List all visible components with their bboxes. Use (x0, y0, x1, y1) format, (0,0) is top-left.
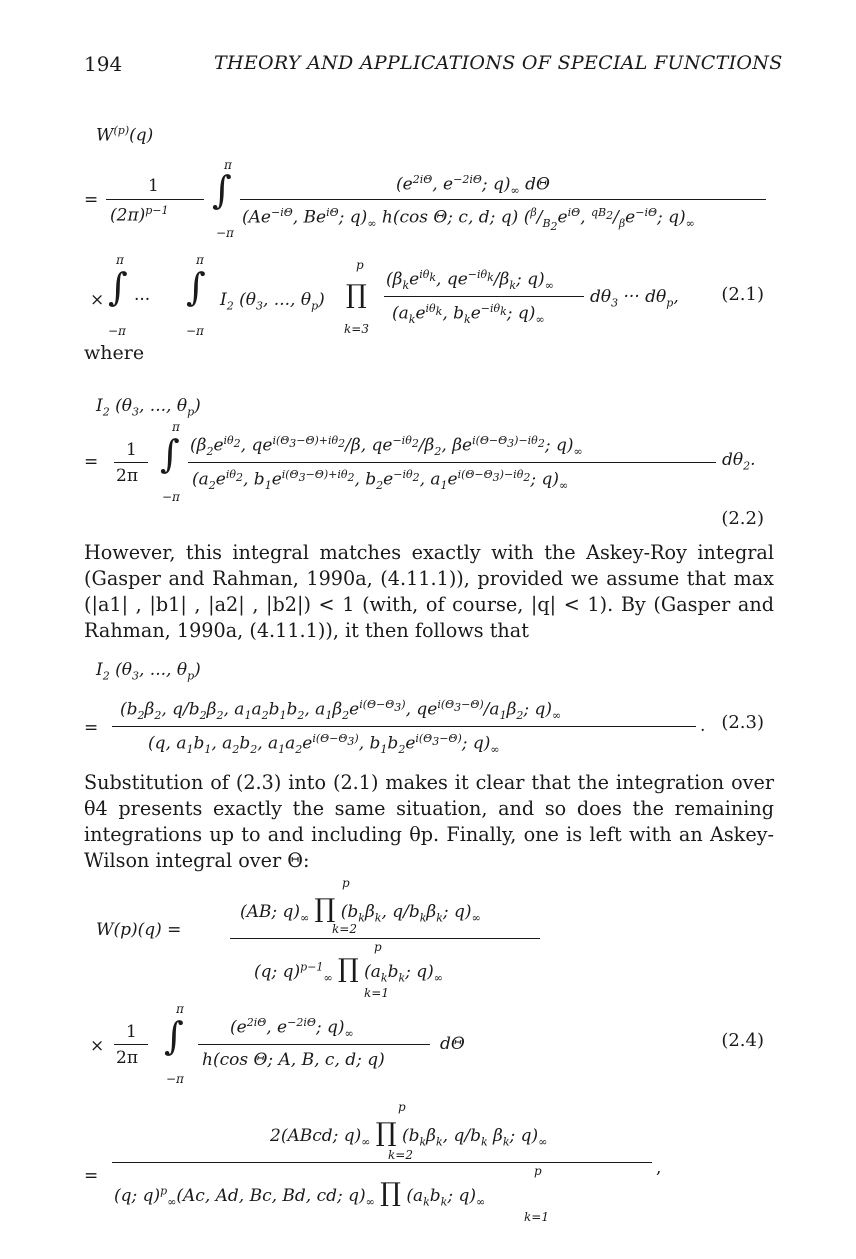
eq-2-4-prod2-upper: p (374, 940, 382, 954)
eq-2-4-bar-2 (112, 1162, 652, 1163)
eq-2-4-prod4-upper: p (534, 1164, 542, 1178)
eq-2-4-int-tail: dΘ (440, 1034, 465, 1054)
eq-2-4-prod3-upper: p (398, 1100, 406, 1114)
eq-2-4-den1: (q; q)$^{p-1}_\infty$ ∏ ($a_kb_k$; $q)_\infty$ (254, 954, 443, 985)
eq-2-2-lhs: $I_2$ ($\theta_3$, ..., $\theta_p$) (96, 396, 201, 419)
eq-2-1-int-upper: π (224, 158, 232, 172)
eq-2-4-prod1-upper: p (342, 876, 350, 890)
eq-2-2-equals: = (84, 452, 99, 472)
paragraph-1 (84, 540, 774, 644)
eq-2-4-den2: (q; q)$^p_\infty$(Ac, Ad, Bc, Bd, cd; $q)_\infty$ ∏ ($a_kb_k$; $q)_\infty$ (114, 1178, 486, 1209)
eq-2-1-lhs: $W^{(p)}(q)$ (96, 124, 154, 146)
eq-2-1-equals: = (84, 190, 99, 210)
eq-2-1-int2-upper: π (116, 253, 124, 267)
eq-2-3-numerator: ($b_2\beta_2$, $q/b_2\beta_2$, $a_1a_2b_1b_2$, $a_1\beta_2e^{i(\Theta-\Theta_3)}$, $qe^{i(\Theta_3-\Theta)}/a_1\beta_2$; $q)_\infty$ (120, 698, 562, 723)
eq-2-3-label: (2.3) (721, 712, 764, 733)
eq-2-1-integral-sign-3: ∫ (186, 265, 206, 309)
eq-2-3-lhs: $I_2$ ($\theta_3$, ..., $\theta_p$) (96, 660, 201, 683)
eq-2-1-prod-lower: k=3 (344, 322, 369, 336)
eq-2-2-label: (2.2) (721, 508, 764, 529)
paragraph-2 (84, 770, 774, 874)
eq-2-1-times: × (90, 290, 105, 310)
eq-2-4-prod2-lower: k=1 (364, 986, 389, 1000)
eq-2-1-numerator: ($e^{2i\Theta}$, $e^{-2i\Theta}$; $q)_\infty$ dΘ (396, 173, 550, 198)
eq-2-1-main-bar (240, 199, 766, 200)
eq-2-4-comma: , (656, 1158, 662, 1178)
eq-2-1-coef-bar (106, 199, 204, 200)
eq-2-1-integral-sign: ∫ (212, 168, 232, 212)
eq-2-1-int3-upper: π (196, 253, 204, 267)
page-number: 194 (84, 52, 123, 76)
eq-2-4-prod1-lower: k=2 (332, 922, 357, 936)
eq-2-1-integral-sign-2: ∫ (108, 265, 128, 309)
eq-2-4-equals-2: = (84, 1166, 99, 1186)
eq-2-1-coef-num: 1 (148, 176, 159, 196)
eq-2-4-int-upper: π (176, 1002, 184, 1016)
eq-2-1-product-sign: ∏ (346, 280, 367, 310)
eq-2-2-int-lower: −π (162, 490, 180, 504)
eq-2-1-dots: ··· (134, 290, 151, 310)
eq-2-1-denominator: ($Ae^{-i\Theta}$, $Be^{i\Theta}$; $q)_\infty$ h(cos Θ; c, d; q) ($^\beta/_{B_2}e^{i\Theta}$, $^{qB_2}/_\beta e^{-i\Theta}$; $q)_\infty$ (242, 206, 695, 234)
eq-2-4-num1: (AB; $q)_\infty$ ∏ ($b_k\beta_k$, $q/b_k\beta_k$; $q)_\infty$ (240, 894, 481, 925)
eq-2-4-int-lower: −π (166, 1072, 184, 1086)
eq-2-1-tail: $d\theta_3$ ··· $d\theta_p$, (590, 287, 679, 310)
eq-2-2-coef-num: 1 (126, 440, 137, 460)
eq-2-3-equals: = (84, 718, 99, 738)
eq-2-4-int-bar (198, 1044, 430, 1045)
eq-2-2-coef-bar (114, 462, 148, 463)
eq-2-4-bar-1 (230, 938, 540, 939)
eq-2-4-lhs: W(p)(q) = (96, 920, 182, 940)
eq-2-1-prod-bar (384, 296, 584, 297)
eq-2-2-denominator: ($a_2e^{i\theta_2}$, $b_1e^{i(\Theta_3-\Theta)+i\theta_2}$, $b_2e^{-i\theta_2}$, $a_1e^{i(\Theta-\Theta_3)-i\theta_2}$; $q)_\infty$ (192, 468, 569, 493)
eq-2-1-prod-upper: p (356, 258, 364, 272)
eq-2-1-prod-numerator: ($\beta_ke^{i\theta_k}$, $qe^{-i\theta_k}/\beta_k$; $q)_\infty$ (386, 268, 554, 293)
eq-2-4-int-numerator: ($e^{2i\Theta}$, $e^{-2i\Theta}$; $q)_\infty$ (230, 1016, 354, 1041)
eq-2-4-integral-sign: ∫ (164, 1014, 184, 1058)
eq-2-4-int-denominator: h(cos Θ; A, B, c, d; q) (202, 1050, 385, 1070)
eq-2-1-prod-denominator: ($a_ke^{i\theta_k}$, $b_ke^{-i\theta_k}$; $q)_\infty$ (392, 302, 545, 327)
eq-2-3-denominator: (q, $a_1b_1$, $a_2b_2$, $a_1a_2e^{i(\Theta-\Theta_3)}$, $b_1b_2e^{i(\Theta_3-\Theta)}$; $q)_\infty$ (148, 732, 500, 757)
eq-2-4-coef-den: 2π (116, 1048, 138, 1068)
eq-2-1-i2: $I_2$ ($\theta_3$, ..., $\theta_p$) (220, 290, 325, 313)
eq-2-4-coef-num: 1 (126, 1022, 137, 1042)
paragraph-2-text: Substitution of (2.3) into (2.1) makes it clear that the integration over θ4 presents exactly the same situation, and so does the remaining integrations up to and including θp. Finally, one is left with an Askey-Wilson integral over Θ: (84, 771, 774, 872)
eq-2-4-coef-bar (114, 1044, 148, 1045)
running-title: THEORY AND APPLICATIONS OF SPECIAL FUNCTIONS (214, 52, 783, 74)
eq-2-4-prod3-lower: k=2 (388, 1148, 413, 1162)
eq-2-1-int2-lower: −π (108, 324, 126, 338)
eq-2-4-prod4-lower: k=1 (524, 1210, 549, 1224)
eq-2-3-main-bar (112, 726, 696, 727)
eq-2-4-label: (2.4) (721, 1030, 764, 1051)
eq-2-2-coef-den: 2π (116, 466, 138, 486)
eq-2-2-integral-sign: ∫ (160, 432, 180, 476)
eq-2-2-tail: $d\theta_2$. (722, 450, 756, 473)
eq-2-2-main-bar (188, 462, 716, 463)
eq-2-1-coef-den: $(2\pi)^{p-1}$ (110, 204, 169, 226)
eq-2-1-label: (2.1) (721, 284, 764, 305)
where-word: where (84, 342, 145, 364)
eq-2-2-int-upper: π (172, 420, 180, 434)
eq-2-3-period: . (700, 716, 706, 736)
eq-2-4-times: × (90, 1036, 105, 1056)
eq-2-4-num2: 2(ABcd; $q)_\infty$ ∏ ($b_k\beta_k$, $q/b_k$ $\beta_k$; $q)_\infty$ (270, 1118, 548, 1149)
eq-2-1-int-lower: −π (216, 226, 234, 240)
paragraph-1-text: However, this integral matches exactly with the Askey-Roy integral (Gasper and Rahman, 1990a, (4.11.1)), provided we assume that max (|a1| , |b1| , |a2| , |b2|) < 1 (with, of course, |q| < 1). By (Gasper and Rahman, 1990a, (4.11.1)), it then follows that (84, 541, 774, 642)
eq-2-2-numerator: ($\beta_2e^{i\theta_2}$, $qe^{i(\Theta_3-\Theta)+i\theta_2}/\beta$, $qe^{-i\theta_2}/\beta_2$, $\beta e^{i(\Theta-\Theta_3)-i\theta_2}$; $q)_\infty$ (190, 434, 583, 459)
eq-2-1-int3-lower: −π (186, 324, 204, 338)
